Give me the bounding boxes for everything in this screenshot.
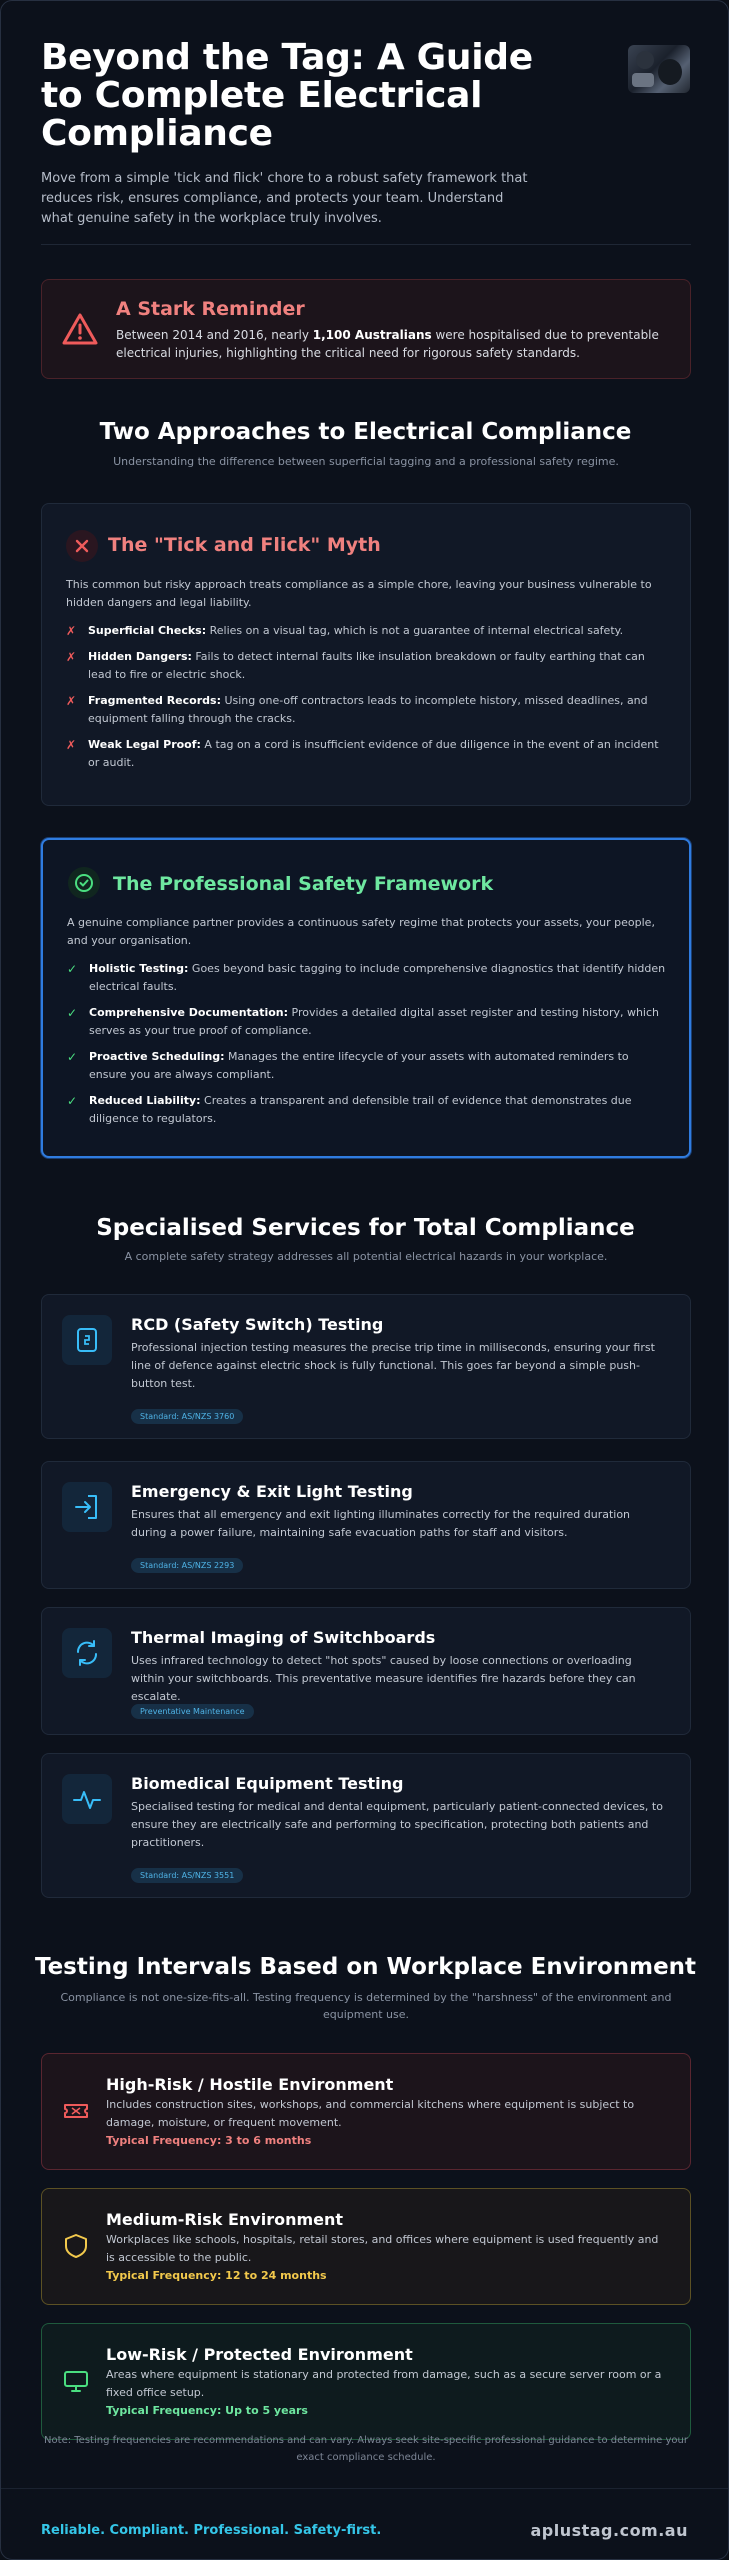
alert-highlight: 1,100 Australians (312, 328, 432, 342)
service-badge: Preventative Maintenance (131, 1704, 254, 1719)
frequency-note: Note: Testing frequencies are recommendations and can vary. Always seek site-specific professional guidance to determine your exact compliance schedule. (44, 2435, 688, 2463)
header (41, 39, 561, 229)
myth-title: The "Tick and Flick" Myth (108, 534, 381, 556)
warning-triangle-icon (62, 312, 98, 346)
list-item: ✗ Superficial Checks: Relies on a visual tag, which is not a guarantee of internal electrical safety. (66, 624, 624, 638)
service-text: Uses infrared technology to detect "hot spots" caused by loose connections or overloading within your switchboards. This preventative measure identifies fire hazards before they can escalate. (131, 1654, 636, 1703)
env-frequency: Typical Frequency: 3 to 6 months (106, 2134, 312, 2147)
env-text: Includes construction sites, workshops, and commercial kitchens where equipment is subject to damage, moisture, or frequent movement. (106, 2098, 635, 2129)
shield-icon (62, 2232, 90, 2260)
service-card-exit-light (41, 1461, 691, 1589)
page-title: Beyond the Tag: A Guide to Complete Electrical Compliance (41, 37, 533, 154)
ticket-icon (62, 2097, 90, 2125)
intervals-title: Testing Intervals Based on Workplace Environment (34, 1954, 697, 1980)
env-card-high-risk (41, 2053, 691, 2170)
check-circle-icon (68, 867, 100, 899)
list-item: ✓ Holistic Testing: Goes beyond basic tagging to include comprehensive diagnostics that identify hidden electrical faults. (67, 962, 666, 993)
services-title: Specialised Services for Total Compliance (96, 1215, 635, 1241)
service-text: Specialised testing for medical and dental equipment, particularly patient-connected devices, to ensure they are electrically safe and performing to specification, protecting both patients and practitioners. (131, 1800, 663, 1849)
approaches-title: Two Approaches to Electrical Compliance (99, 419, 632, 445)
x-icon (66, 530, 98, 562)
pro-intro: A genuine compliance partner provides a continuous safety regime that protects your assets, your people, and your organisation. (67, 916, 655, 947)
header-intro: Move from a simple 'tick and flick' chore to a robust safety framework that reduces risk, ensures compliance, and protects your team. Understand what genuine safety in the workplace truly involves. (41, 171, 528, 226)
alert-title: A Stark Reminder (116, 298, 305, 320)
service-badge: Standard: AS/NZS 3551 (131, 1868, 243, 1883)
exit-door-icon (62, 1482, 112, 1532)
services-subtitle: A complete safety strategy addresses all potential electrical hazards in your workplace. (124, 1250, 608, 1263)
env-text: Areas where equipment is stationary and protected from damage, such as a secure server room or a fixed office setup. (106, 2368, 662, 2399)
myth-list (66, 622, 666, 780)
professional-framework-card (41, 838, 691, 1158)
monitor-icon (62, 2367, 90, 2395)
service-badge: Standard: AS/NZS 2293 (131, 1558, 243, 1573)
env-card-low-risk (41, 2323, 691, 2440)
pro-list (67, 960, 667, 1136)
pulse-icon (62, 1774, 112, 1824)
list-item: ✗ Fragmented Records: Using one-off contractors leads to incomplete history, missed deadlines, and equipment falling through the cracks. (66, 694, 648, 725)
service-card-rcd (41, 1294, 691, 1439)
service-title: Emergency & Exit Light Testing (131, 1482, 413, 1501)
myth-intro: This common but risky approach treats compliance as a simple chore, leaving your business vulnerable to hidden dangers and legal liability. (66, 578, 652, 609)
service-text: Ensures that all emergency and exit lighting illuminates correctly for the required duration during a power failure, maintaining safe evacuation paths for staff and visitors. (131, 1508, 631, 1539)
service-badge: Standard: AS/NZS 3760 (131, 1409, 243, 1424)
pro-title: The Professional Safety Framework (113, 873, 494, 895)
footer-divider (1, 2488, 729, 2489)
list-item: ✗ Hidden Dangers: Fails to detect internal faults like insulation breakdown or faulty earthing that can lead to fire or electric shock. (66, 650, 645, 681)
switch-icon (62, 1315, 112, 1365)
env-frequency: Typical Frequency: Up to 5 years (106, 2404, 308, 2417)
footer-domain: aplustag.com.au (530, 2521, 688, 2540)
env-frequency: Typical Frequency: 12 to 24 months (106, 2269, 327, 2282)
header-divider (41, 244, 691, 245)
list-item: ✓ Reduced Liability: Creates a transparent and defensible trail of evidence that demonstrates due diligence to regulators. (67, 1094, 632, 1125)
service-title: Biomedical Equipment Testing (131, 1774, 404, 1793)
stark-reminder-alert (41, 279, 691, 379)
myth-card (41, 503, 691, 806)
approaches-subtitle: Understanding the difference between superficial tagging and a professional safety regime. (113, 455, 619, 468)
service-text: Professional injection testing measures the precise trip time in milliseconds, ensuring your first line of defence against electric shock is fully functional. This goes far beyond a simple push-button test. (131, 1341, 655, 1390)
env-title: Low-Risk / Protected Environment (106, 2345, 413, 2364)
service-card-biomedical (41, 1753, 691, 1898)
intervals-subtitle: Compliance is not one-size-fits-all. Testing frequency is determined by the "harshness" of the environment and equipment use. (60, 1991, 672, 2021)
env-title: Medium-Risk Environment (106, 2210, 344, 2229)
list-item: ✓ Comprehensive Documentation: Provides a detailed digital asset register and testing history, which serves as your true proof of compliance. (67, 1006, 660, 1037)
list-item: ✓ Proactive Scheduling: Manages the entire lifecycle of your assets with automated reminders to ensure you are always compliant. (67, 1050, 629, 1081)
refresh-icon (62, 1628, 112, 1678)
service-title: Thermal Imaging of Switchboards (131, 1628, 436, 1647)
env-card-medium-risk (41, 2188, 691, 2305)
footer-tagline: Reliable. Compliant. Professional. Safety-first. (41, 2523, 382, 2538)
service-title: RCD (Safety Switch) Testing (131, 1315, 384, 1334)
service-card-thermal (41, 1607, 691, 1735)
env-title: High-Risk / Hostile Environment (106, 2075, 394, 2094)
header-photo (628, 45, 690, 93)
env-text: Workplaces like schools, hospitals, retail stores, and offices where equipment is used frequently and is accessible to the public. (106, 2233, 659, 2264)
alert-text: Between 2014 and 2016, nearly 1,100 Australians were hospitalised due to preventable electrical injuries, highlighting the critical need for rigorous safety standards. (116, 328, 659, 360)
list-item: ✗ Weak Legal Proof: A tag on a cord is insufficient evidence of due diligence in the event of an incident or audit. (66, 738, 659, 769)
